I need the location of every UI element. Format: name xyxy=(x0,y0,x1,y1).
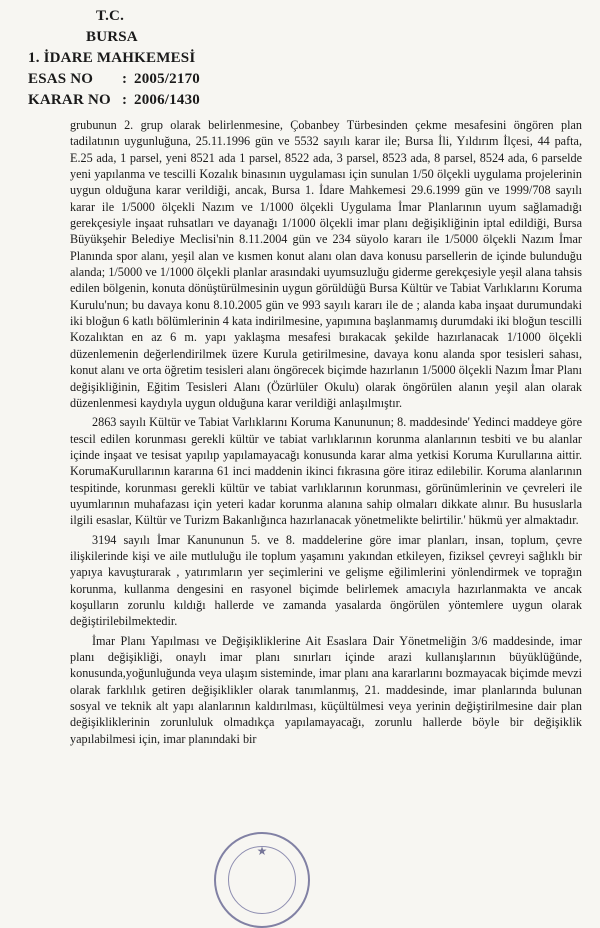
esas-colon: : xyxy=(122,71,128,87)
document-body xyxy=(70,117,582,750)
karar-value: 2006/1430 xyxy=(134,92,200,108)
karar-colon: : xyxy=(122,92,128,108)
karar-row xyxy=(28,90,200,111)
paragraph-2: 2863 sayılı Kültür ve Tabiat Varlıklarını Koruma Kanununun; 8. maddesinde' Yedinci maddeye göre tescil edilen korunması gerekli kültür ve tabiat varlıklarının korunma alanlarının tesbiti ve bu alanlar içinde inşaat ve tesisat yapılıp yapılamayacağı konusunda karar alma yetkisi Koruma Kurullarına aittir. KorumaKurullarının kararına 61 inci maddenin ikinci fıkrasına göre itiraz edilebilir. Koruma alanlarının tespitinde, korunması gerekli kültür ve tabiat varlıklarının korunması, görünümlerinin ve çevreleri ile uyumlarının muhafazası için yeteri kadar korunma alanına sahip olmaları dikkate alınır. Bu hususlarla ilgili esaslar, Kültür ve Turizm Bakanlığınca hazırlanacak yönetmelikte belirtilir.' hükmü yer almaktadır. xyxy=(70,415,582,528)
header-city: BURSA xyxy=(86,29,138,45)
esas-value: 2005/2170 xyxy=(134,71,200,87)
paragraph-3: 3194 sayılı İmar Kanununun 5. ve 8. maddelerine göre imar planları, insan, toplum, çevre ilişkilerinde kişi ve aile mutluluğu ile toplum yaşamını yakından etkileyen, fiziksel çevreyi sağlıklı bir yapıya kavuşturarak , yatırımların yer seçimlerini ve gelişme eğilimlerini yönlendirmek ve toprağın korunma, kullanma dengesini en rasyonel biçimde belirlemek amacıyla hazırlanmakta ve ancak koşulların zorunlu kıldığı hallerde ve zamanda yasalarda öngörülen yöntemlere uygun olarak değiştirilebilmektedir. xyxy=(70,532,582,629)
document-header xyxy=(28,6,200,111)
paragraph-1: grubunun 2. grup olarak belirlenmesine, Çobanbey Türbesinden çekme mesafesini öngören plan tadilatının uygunluğuna, 25.11.1996 gün ve 5532 sayılı karar ile; Bursa İli, Yıldırım İlçesi, 44 pafta, E.25 ada, 1 parsel, yeni 8521 ada 1 parsel, 8522 ada, 3 parsel, 8523 ada, 8 parsel, 8524 ada, 6 parselde yeni yapılanma ve tescilli Kozalık binasının uygulaması için sunulan 1/50 ölçekli uygulama projelerinin uygun olduğuna karar verildiği, ancak, Bursa 1. İdare Mahkemesi 29.6.1999 gün ve 1999/708 sayılı karar ile 1/5000 ölçekli Nazım ve 1/1000 ölçekli Uygulama İmar Planlarının uyum sağlamadığı gerekçesiyle inşaat ruhsatları ve dayanağı 1/1000 ölçekli imar planı değişikliğinin iptal edildiği, Bursa Büyükşehir Belediye Meclisi'nin 8.11.2004 gün ve 234 süyolo kararı ile 1/5000 ölçekli Nazım İmar Planında spor alanı, yeşil alan ve kısmen konut alanı olan dava konusu parsellerin de içinde bulunduğu alanda; 1/5000 ve 1/1000 ölçekli planlar arasındaki uyumsuzluğu giderme gerekçesiyle yeşil alana tahsis edilen bölgenin, konuta dönüştürülmesinin uygun görüldüğü Bursa Kültür ve Tabiat Varlıklarını Koruma Kurulu'nun; bu davaya konu 8.10.2005 gün ve 993 sayılı kararı ile de ; alanda kaba inşaat durumundaki iki bloğun 6 katlı bölümlerinin 4 kata indirilmesine, yapımına başlanmamış durumdaki iki bloğun tescilli Kozalıktan en az 6 m. yapı yaklaşma mesafesi bırakacak şekilde hazırlanacak 1/1000 ölçekli düzenlemenin değerlendirilmek üzere Kurula getirilmesine, davaya konu alanda spor tesisleri sahası, konut alanı ve orta öğretim tesisleri alanı öngörecek biçimde hazırlanın 1/5000 ölçekli Nazım İmar Planı değişikliğinin, Eğitim Tesisleri Alanı (Özürlüler Okulu) olarak öngörülen alanın yeşil alan olarak düzenlenmesi kaydıyla uygun olduğuna karar verildiği anlaşılmıştır. xyxy=(70,118,582,410)
header-tc: T.C. xyxy=(96,8,125,24)
court-seal-stamp xyxy=(214,832,310,928)
esas-label: ESAS NO xyxy=(28,71,94,87)
paragraph-4: İmar Planı Yapılması ve Değişikliklerine Ait Esaslara Dair Yönetmeliğin 3/6 maddesinde, imar planı değişikliği, onaylı imar planı sınırları içinde arazi kullanışlarının büyüklüğünde, konusunda,yoğunluğunda veya ulaşım sisteminde, imar planı ana kararlarını bozmayacak biçimde mevzi olarak farklılık getiren değişiklikler olarak tanımlanmış, 21. maddesinde, imar planlarında bulunan sosyal ve teknik alt yapı alanlarının kaldırılması, küçültülmesi veya yerinin değiştirilmesine dair plan değişikliklerinin zorunluluk olmadıkça yapılamayacağı, zorunlu hallerde böyle bir değişiklik yapılabilmesi için, imar planındaki bir xyxy=(70,633,582,746)
seal-star-icon: ★ xyxy=(256,844,268,858)
esas-row xyxy=(28,69,200,90)
karar-label: KARAR NO xyxy=(28,92,111,108)
header-court: 1. İDARE MAHKEMESİ xyxy=(28,50,196,66)
